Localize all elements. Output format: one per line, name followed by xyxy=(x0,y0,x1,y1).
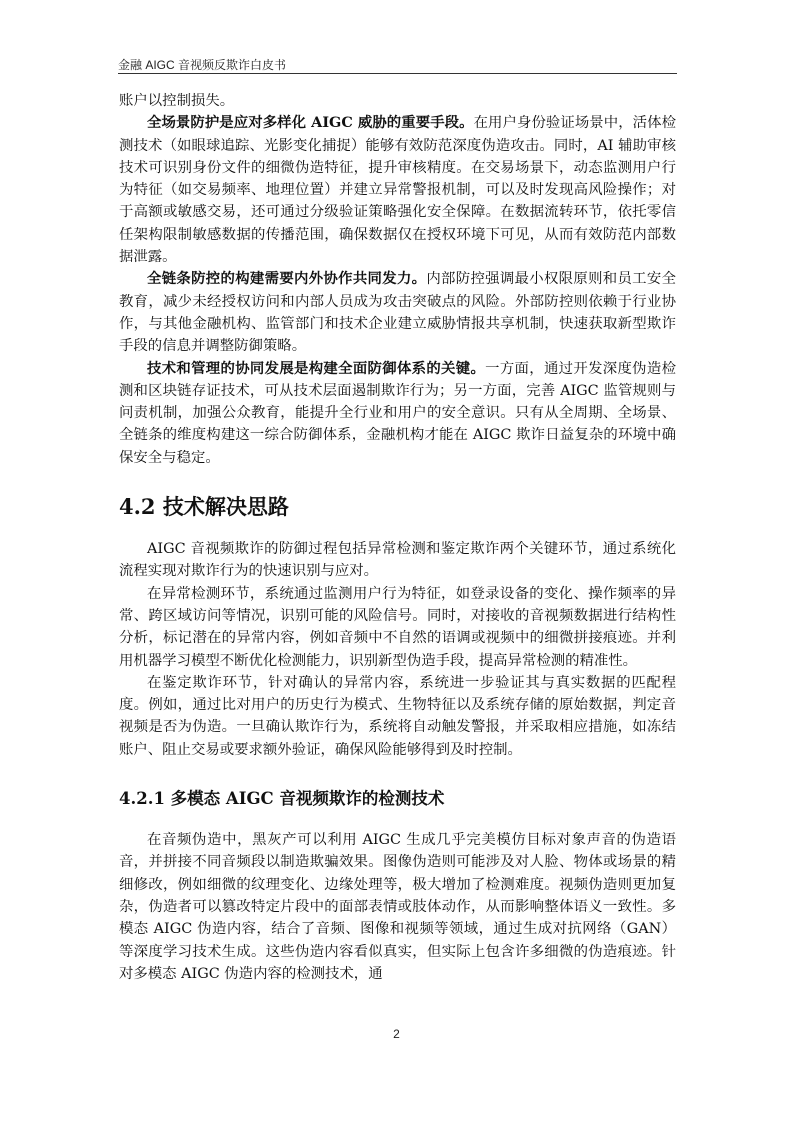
spacer xyxy=(119,528,676,538)
document-body xyxy=(119,90,676,985)
subsection-heading: 4.2.1 多模态 AIGC 音视频欺诈的检测技术 xyxy=(119,789,445,809)
paragraph-lead: 全链条防控的构建需要内外协作共同发力。 xyxy=(147,270,427,288)
paragraph-text: 在用户身份验证场景中，活体检测技术（如眼球追踪、光影变化捕捉）能够有效防范深度伪造攻击。同时，AI 辅助审核技术可识别身份文件的细微伪造特征，提升审核精度。在交易场景下，动态监测用户行为特征（如交易频率、地理位置）并建立异常警报机制，可以及时发现高风险操作；对于高额或敏感交易，还可通过分级验证策略强化安全保障。在数据流转环节，依托零信任架构限制敏感数据的传播范围，确保数据仅在授权环境下可见，从而有效防范内部数据泄露。 xyxy=(119,115,676,266)
paragraph-text: 内部防控强调最小权限原则和员工安全教育，减少未经授权访问和内部人员成为攻击突破点的风险。外部防控则依赖于行业协作，与其他金融机构、监管部门和技术企业建立威胁情报共享机制，快速获取新型欺诈手段的信息并调整防御策略。 xyxy=(119,271,676,355)
paragraph-section-intro: AIGC 音视频欺诈的防御过程包括异常检测和鉴定欺诈两个关键环节，通过系统化流程实现对欺诈行为的快速识别与应对。 xyxy=(119,541,676,580)
paragraph-anomaly-detection: 在异常检测环节，系统通过监测用户行为特征，如登录设备的变化、操作频率的异常、跨区域访问等情况，识别可能的风险信号。同时，对接收的音视频数据进行结构性分析，标记潜在的异常内容，例如音频中不自然的语调或视频中的细微拼接痕迹。并利用机器学习模型不断优化检测能力，识别新型伪造手段，提高异常检测的精准性。 xyxy=(119,585,676,669)
spacer xyxy=(119,819,676,829)
paragraph-fraud-identification: 在鉴定欺诈环节，针对确认的异常内容，系统进一步验证其与真实数据的匹配程度。例如，通过比对用户的历史行为模式、生物特征以及系统存储的原始数据，判定音视频是否为伪造。一旦确认欺诈行为，系统将自动触发警报，并采取相应措施，如冻结账户、阻止交易或要求额外验证，确保风险能够得到及时控制。 xyxy=(119,674,676,758)
paragraph-full-scenario xyxy=(119,112,676,268)
header-divider xyxy=(118,73,677,74)
paragraph-text: 一方面，通过开发深度伪造检测和区块链存证技术，可从技术层面遏制欺诈行为；另一方面，完善 AIGC 监管规则与问责机制，加强公众教育，能提升全行业和用户的安全意识。只有从全周期、全场景、全链条的维度构建这一综合防御体系，金融机构才能在 AIGC 欺诈日益复杂的环境中确保安全与稳定。 xyxy=(119,360,676,466)
paragraph-lead: 全场景防护是应对多样化 AIGC 威胁的重要手段。 xyxy=(147,114,474,132)
paragraph-full-chain xyxy=(119,268,676,357)
paragraph-multimodal-detection: 在音频伪造中，黑灰产可以利用 AIGC 生成几乎完美模仿目标对象声音的伪造语音，并拼接不同音频段以制造欺骗效果。图像伪造则可能涉及对人脸、物体或场景的精细修改，例如细微的纹理变化、边缘处理等，极大增加了检测难度。视频伪造则更加复杂，伪造者可以篡改特定片段中的面部表情或肢体动作，从而影响整体语义一致性。多模态 AIGC 伪造内容，结合了音频、图像和视频等领域，通过生成对抗网络（GAN）等深度学习技术生成。这些伪造内容看似真实，但实际上包含许多细微的伪造痕迹。针对多模态 AIGC 伪造内容的检测技术，通 xyxy=(119,832,676,982)
paragraph-text: 账户以控制损失。 xyxy=(119,93,235,109)
section-heading: 4.2 技术解决思路 xyxy=(119,494,289,520)
paragraph-tech-management xyxy=(119,358,676,469)
page-header-title: 金融 AIGC 音视频反欺诈白皮书 xyxy=(118,58,287,72)
paragraph-continuation xyxy=(119,90,676,112)
paragraph-lead: 技术和管理的协同发展是构建全面防御体系的关键。 xyxy=(147,359,486,377)
page-number: 2 xyxy=(393,1027,400,1041)
